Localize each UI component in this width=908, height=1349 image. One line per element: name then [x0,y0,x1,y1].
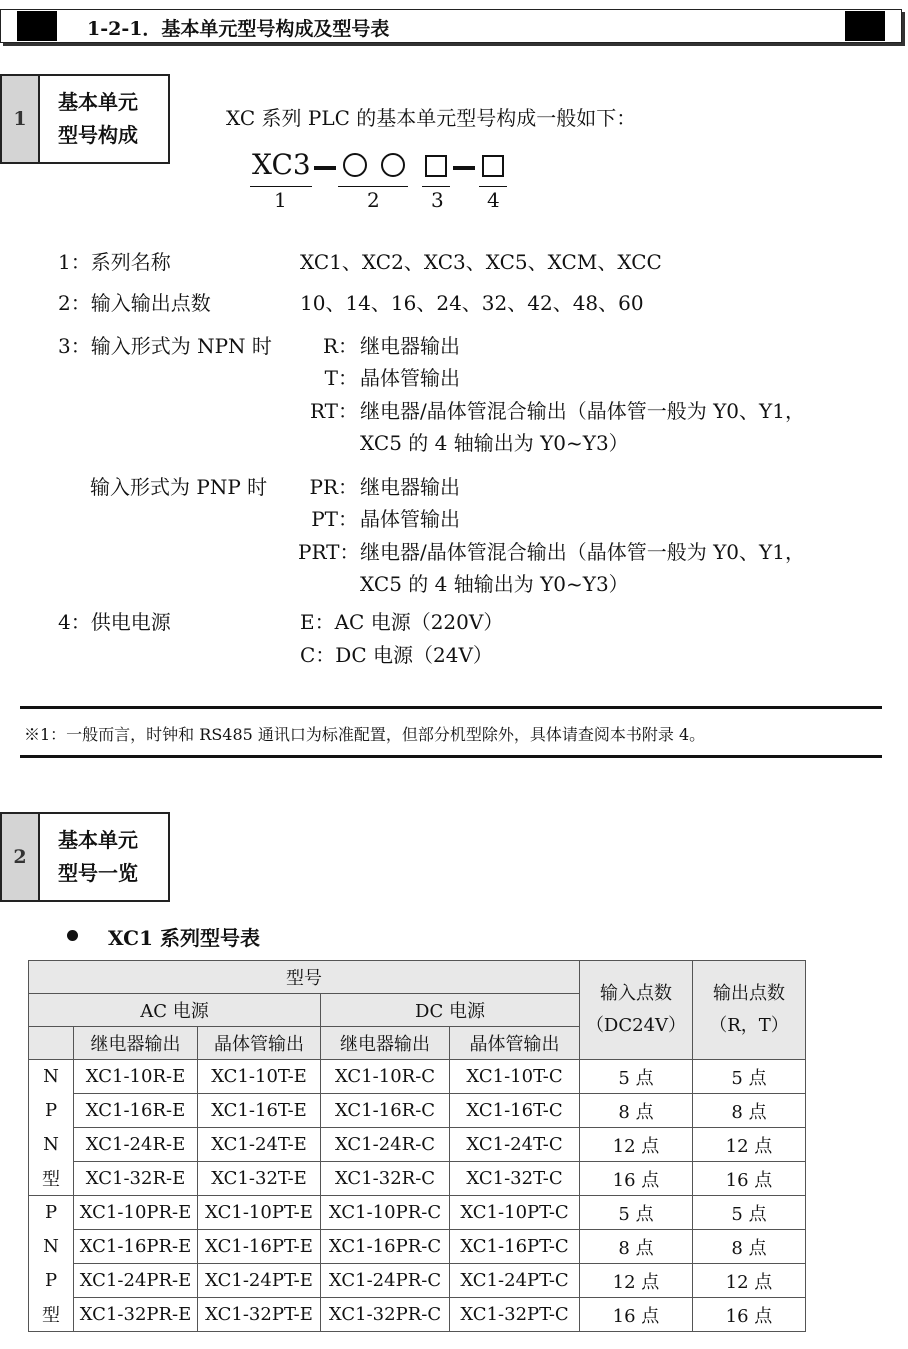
table-cell: XC1-32PR-C [321,1298,450,1332]
pnp-text-prt: 继电器/晶体管混合输出（晶体管一般为 Y0、Y1， [360,540,805,564]
table-row [29,1162,806,1196]
table-cell: XC1-10R-C [321,1060,450,1094]
table-row [29,1060,806,1094]
field-number-3: 3 [431,188,444,212]
pnp-code-prt: PRT： [298,540,360,564]
table-cell: 16 点 [693,1298,806,1332]
square-placeholder-1 [425,155,447,177]
npn-text-r: 继电器输出 [360,334,460,358]
table-cell: XC1-32R-C [321,1162,450,1196]
npn-text-t: 晶体管输出 [360,366,460,390]
table-cell: 12 点 [580,1128,693,1162]
pnp-group-char: N [29,1230,74,1264]
item-2-label: 2：输入输出点数 [58,291,211,315]
table-cell: XC1-16PT-E [198,1230,321,1264]
table-cell: XC1-24PT-C [450,1264,580,1298]
npn-code-r: R： [322,334,358,358]
table-cell: XC1-32R-E [74,1162,198,1196]
table-cell: XC1-24T-E [198,1128,321,1162]
header-ac-transistor: 晶体管输出 [198,1027,321,1060]
section-2-label-line1: 基本单元 [58,828,138,852]
field-number-4: 4 [487,188,500,212]
table-cell: 5 点 [693,1196,806,1230]
table-cell: XC1-10T-E [198,1060,321,1094]
npn-group-char: N [29,1060,74,1094]
header-left-block [17,11,57,41]
table-row [29,1264,806,1298]
power-option-ac: E：AC 电源（220V） [300,610,504,634]
table-cell: XC1-24PT-E [198,1264,321,1298]
table-cell: 16 点 [580,1298,693,1332]
dash-2 [453,166,475,170]
section-header-bar [0,9,902,43]
header-dc-relay: 继电器输出 [321,1027,450,1060]
table-row [29,1298,806,1332]
header-input-points [580,961,693,1060]
header-model: 型号 [29,961,580,994]
model-table [28,960,806,1332]
table-cell: XC1-32PR-E [74,1298,198,1332]
header-dc-power: DC 电源 [321,994,580,1027]
table-row [29,1128,806,1162]
table-cell: XC1-24PR-C [321,1264,450,1298]
bullet-icon [67,930,78,941]
field-number-1: 1 [274,188,287,212]
header-input-line1: 输入点数 [600,983,672,1004]
pnp-text-pt: 晶体管输出 [360,507,460,531]
pnp-group-char: P [29,1196,74,1230]
header-dc-transistor: 晶体管输出 [450,1027,580,1060]
field-number-2: 2 [367,188,380,212]
underline-3 [422,186,450,187]
pnp-group-char: 型 [29,1298,74,1332]
dash-1 [314,166,336,170]
table-cell: XC1-32T-E [198,1162,321,1196]
pnp-code-pr: PR： [309,475,358,499]
item-2-value: 10、14、16、24、32、42、48、60 [300,291,644,315]
table-cell: XC1-24R-C [321,1128,450,1162]
section-1-label-line1: 基本单元 [58,90,138,114]
section-2-box [0,812,170,902]
npn-text-rt: 继电器/晶体管混合输出（晶体管一般为 Y0、Y1， [360,399,805,423]
table-cell: XC1-24T-C [450,1128,580,1162]
footnote: ※1：一般而言，时钟和 RS485 通讯口为标准配置，但部分机型除外，具体请查阅本书附录 4。 [24,725,706,744]
header-input-line2: （DC24V） [585,1015,687,1036]
model-prefix: XC3 [252,148,311,181]
square-placeholder-2 [482,155,504,177]
section-1-box [0,74,170,164]
power-option-dc: C：DC 电源（24V） [300,643,493,667]
section-1-label [58,86,138,152]
underline-1 [250,186,312,187]
table-cell: 16 点 [580,1162,693,1196]
underline-4 [479,186,507,187]
table-cell: XC1-10PT-C [450,1196,580,1230]
table-cell: 8 点 [693,1230,806,1264]
table-cell: 5 点 [580,1060,693,1094]
table-cell: XC1-16R-C [321,1094,450,1128]
table-cell: XC1-10R-E [74,1060,198,1094]
item-1-value: XC1、XC2、XC3、XC5、XCM、XCC [300,250,662,274]
pnp-label: 输入形式为 PNP 时 [90,475,268,499]
table-cell: XC1-16T-C [450,1094,580,1128]
table-cell: XC1-10PR-E [74,1196,198,1230]
table-cell: XC1-16PR-C [321,1230,450,1264]
table-row [29,1230,806,1264]
pnp-rows [29,1196,806,1332]
table-cell: 16 点 [693,1162,806,1196]
power-label: 4：供电电源 [58,610,171,634]
intro-text: XC 系列 PLC 的基本单元型号构成一般如下： [226,106,637,130]
npn-group-char: P [29,1094,74,1128]
npn-text-rt-line2: XC5 的 4 轴输出为 Y0~Y3） [360,431,629,455]
pnp-text-prt-line2: XC5 的 4 轴输出为 Y0~Y3） [360,572,629,596]
table-cell: XC1-10T-C [450,1060,580,1094]
npn-group-char: 型 [29,1162,74,1196]
table-cell: 8 点 [580,1230,693,1264]
table-cell: XC1-10PR-C [321,1196,450,1230]
circle-placeholder-1 [343,153,367,177]
table-cell: 12 点 [693,1264,806,1298]
table-cell: 8 点 [580,1094,693,1128]
table-cell: XC1-24PR-E [74,1264,198,1298]
table-cell: XC1-32PT-C [450,1298,580,1332]
npn-group-char: N [29,1128,74,1162]
table-header-row-1 [29,961,806,994]
note-rule-bottom [20,755,882,758]
section-2-label [58,824,138,890]
table-row [29,1094,806,1128]
header-title: 1-2-1．基本单元型号构成及型号表 [87,18,390,40]
table-cell: 12 点 [580,1264,693,1298]
npn-label: 3：输入形式为 NPN 时 [58,334,272,358]
note-rule-top [20,706,882,709]
pnp-text-pr: 继电器输出 [360,475,460,499]
header-ac-power: AC 电源 [29,994,321,1027]
section-2-number: 2 [2,814,40,900]
section-1-number: 1 [2,76,40,162]
npn-code-rt: RT： [309,399,358,423]
pnp-code-pt: PT： [311,507,358,531]
table-title: XC1 系列型号表 [108,926,260,950]
npn-code-t: T： [324,366,358,390]
section-2-label-line2: 型号一览 [58,861,138,885]
header-output-line1: 输出点数 [713,983,785,1004]
table-cell: XC1-16PR-E [74,1230,198,1264]
table-cell: XC1-10PT-E [198,1196,321,1230]
table-cell: XC1-32PT-E [198,1298,321,1332]
item-1-label: 1：系列名称 [58,250,171,274]
table-cell: XC1-16R-E [74,1094,198,1128]
pnp-group-char: P [29,1264,74,1298]
table-cell: 5 点 [693,1060,806,1094]
header-right-block [845,11,885,41]
npn-rows [29,1060,806,1196]
table-cell: XC1-24R-E [74,1128,198,1162]
header-ac-relay: 继电器输出 [74,1027,198,1060]
header-output-line2: （R，T） [709,1015,789,1036]
table-cell: XC1-32T-C [450,1162,580,1196]
circle-placeholder-2 [381,153,405,177]
header-output-points [693,961,806,1060]
table-cell: 12 点 [693,1128,806,1162]
table-cell: XC1-16PT-C [450,1230,580,1264]
table-cell: 5 点 [580,1196,693,1230]
section-1-label-line2: 型号构成 [58,123,138,147]
underline-2 [338,186,408,187]
table-row [29,1196,806,1230]
table-cell: XC1-16T-E [198,1094,321,1128]
table-cell: 8 点 [693,1094,806,1128]
header-empty-cell [29,1027,74,1060]
